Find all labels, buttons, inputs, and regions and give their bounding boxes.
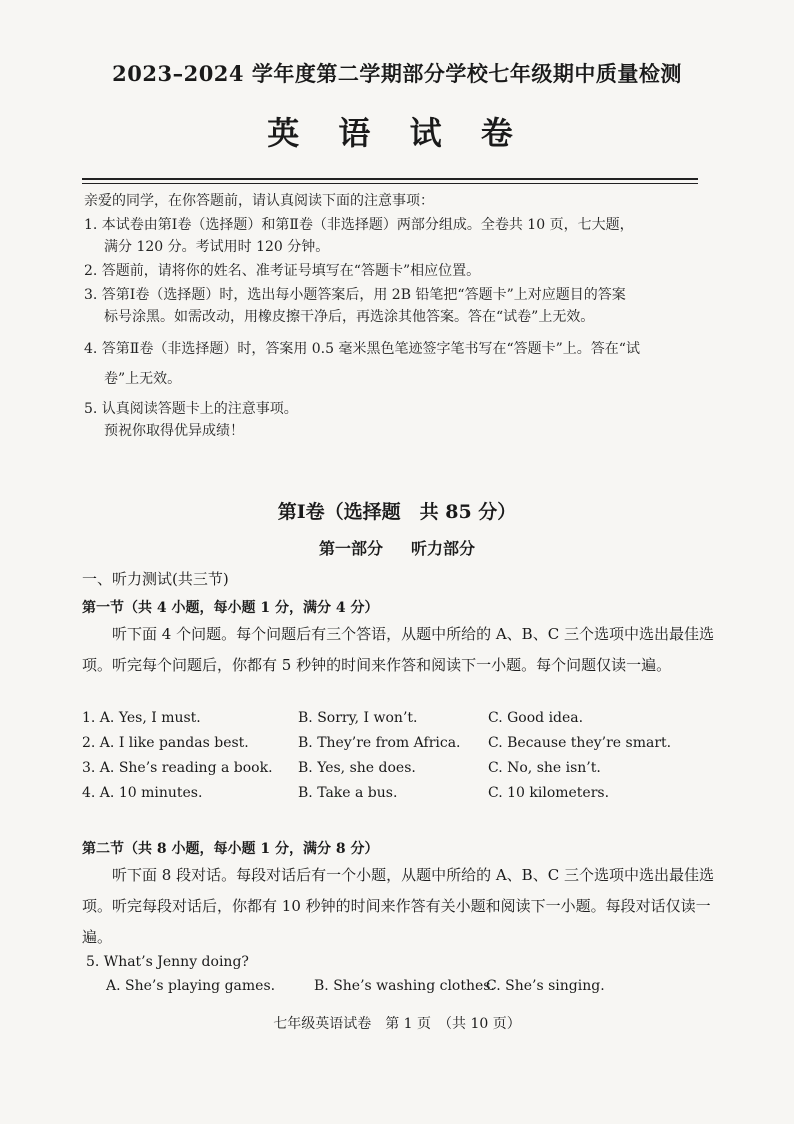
divider-thin: [82, 183, 698, 184]
part1-instructions: 听下面 4 个问题。每个问题后有三个答语，从题中所给的 A、B、C 三个选项中选出最佳选项。听完每个问题后，你都有 5 秒钟的时间来作答和阅读下一小题。每个问题仅读一遍。: [82, 625, 714, 674]
question-row-4: [82, 785, 722, 807]
exam-title: 2023–2024 学年度第二学期部分学校七年级期中质量检测: [112, 61, 682, 86]
notice-block: [84, 190, 724, 442]
option-a: 3. A. She’s reading a book.: [82, 760, 273, 776]
option-b: B. Take a bus.: [298, 785, 398, 801]
notice-item-5: 5. 认真阅读答题卡上的注意事项。: [84, 401, 298, 417]
option-c: C. She’s singing.: [486, 978, 605, 994]
page-footer: 七年级英语试卷 第 1 页 （共 10 页）: [273, 1016, 521, 1032]
option-b: B. They’re from Africa.: [298, 735, 461, 751]
notice-item-4-cont: 卷”上无效。: [104, 371, 182, 387]
notice-item-3: 3. 答第Ⅰ卷（选择题）时，选出每小题答案后，用 2B 铅笔把“答题卡”上对应题目的答案: [84, 287, 626, 303]
part-name: 听力部分: [411, 539, 476, 558]
notice-wish: 预祝你取得优异成绩！: [104, 423, 244, 439]
option-a: 2. A. I like pandas best.: [82, 735, 249, 751]
option-c: C. Good idea.: [488, 710, 584, 726]
part-title: [0, 536, 794, 559]
option-c: C. No, she isn’t.: [488, 760, 601, 776]
part-label: 第一部分: [318, 539, 383, 558]
question-5-options: [106, 978, 706, 1000]
option-b: B. Sorry, I won’t.: [298, 710, 418, 726]
part2-instructions: 听下面 8 段对话。每段对话后有一个小题，从题中所给的 A、B、C 三个选项中选出最佳选项。听完每段对话后，你都有 10 秒钟的时间来作答有关小题和阅读下一小题。每段对话仅读一遍。: [82, 866, 714, 946]
option-a: A. She’s playing games.: [106, 978, 276, 994]
option-b: B. She’s washing clothes.: [314, 978, 495, 994]
option-c: C. 10 kilometers.: [488, 785, 610, 801]
notice-item-1: 1. 本试卷由第Ⅰ卷（选择题）和第Ⅱ卷（非选择题）两部分组成。全卷共 10 页，七大题，: [84, 217, 634, 233]
option-a: 1. A. Yes, I must.: [82, 710, 201, 726]
option-b: B. Yes, she does.: [298, 760, 416, 776]
option-a: 4. A. 10 minutes.: [82, 785, 203, 801]
question-row-1: [82, 710, 722, 732]
volume-title: 第Ⅰ卷（选择题 共 85 分）: [277, 501, 517, 523]
question-row-2: [82, 735, 722, 757]
option-c: C. Because they’re smart.: [488, 735, 672, 751]
question-5: 5. What’s Jenny doing?: [86, 954, 249, 970]
notice-intro: 亲爱的同学，在你答题前，请认真阅读下面的注意事项：: [84, 193, 434, 209]
notice-item-1-cont: 满分 120 分。考试用时 120 分钟。: [104, 239, 330, 255]
question-row-3: [82, 760, 722, 782]
subject-title: 英 语 试 卷: [267, 114, 527, 152]
divider-thick: [82, 178, 698, 180]
notice-item-4: 4. 答第Ⅱ卷（非选择题）时，答案用 0.5 毫米黑色笔迹签字笔书写在“答题卡”上。答在“试: [84, 341, 640, 357]
section-heading: 一、听力测试(共三节): [82, 570, 229, 588]
part1-heading: 第一节（共 4 小题，每小题 1 分，满分 4 分）: [82, 600, 379, 616]
notice-item-2: 2. 答题前，请将你的姓名、准考证号填写在“答题卡”相应位置。: [84, 263, 481, 279]
notice-item-3-cont: 标号涂黑。如需改动，用橡皮擦干净后，再选涂其他答案。答在“试卷”上无效。: [104, 309, 595, 325]
part2-heading: 第二节（共 8 小题，每小题 1 分，满分 8 分）: [82, 841, 379, 857]
